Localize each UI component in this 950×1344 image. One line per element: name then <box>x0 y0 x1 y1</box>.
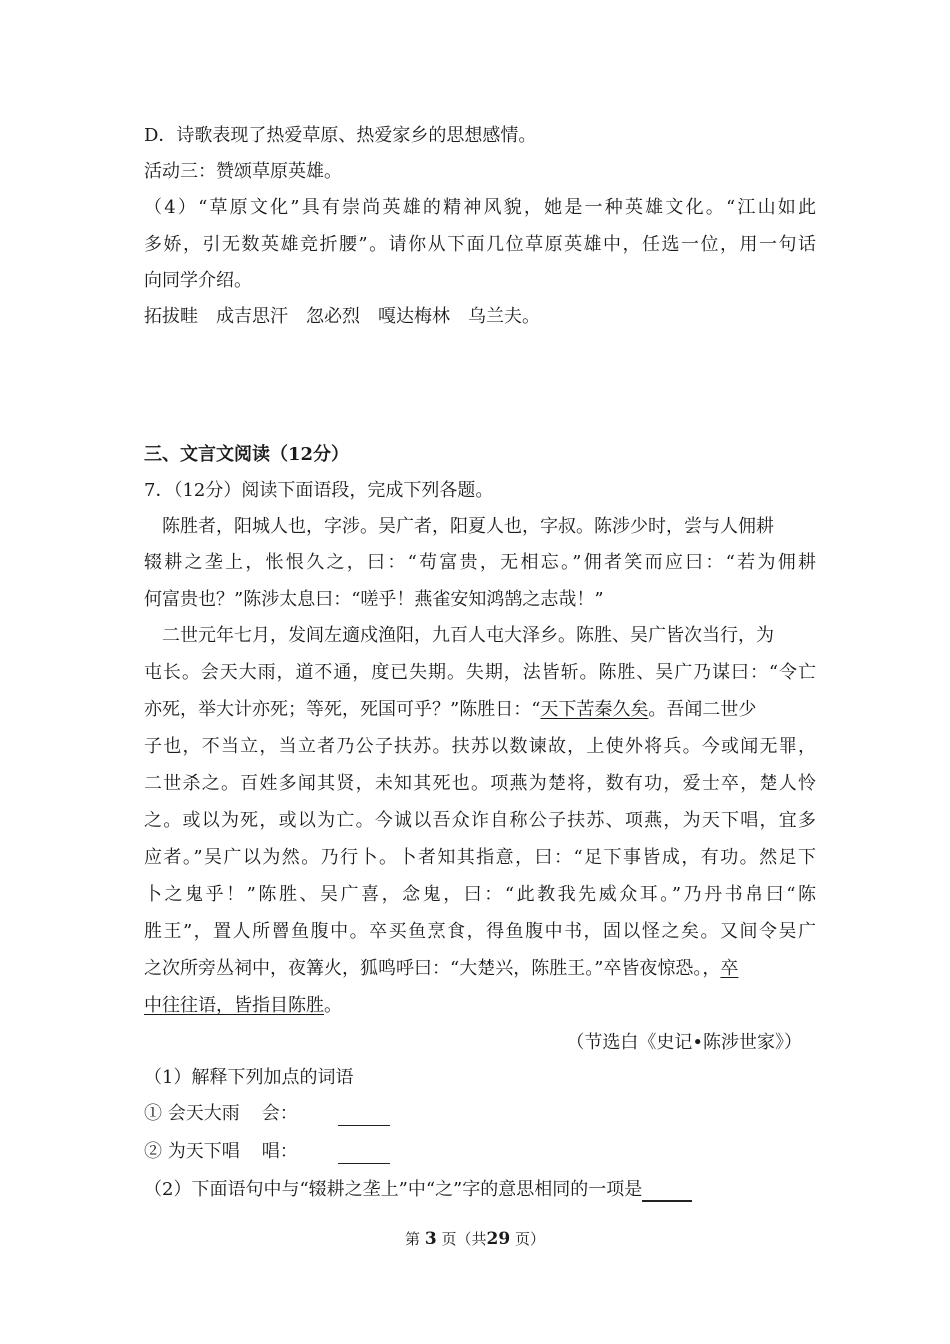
passage-line: 胜王”，置人所罾鱼腹中。卒买鱼烹食，得鱼腹中书，固以怪之矣。又间令吴广 <box>144 921 816 942</box>
underlined-phrase: 卒 <box>720 958 739 979</box>
question-4-line-1: （4）“草原文化”具有崇尚英雄的精神风貌，她是一种英雄文化。“江山如此 <box>144 197 816 218</box>
page-total: 29 <box>486 1229 511 1249</box>
option-d: D．诗歌表现了热爱草原、热爱家乡的思想感情。 <box>144 125 537 146</box>
question-4-line-3: 向同学介绍。 <box>144 270 252 291</box>
source-citation: （节选白《史记•陈涉世家》） <box>566 1032 802 1053</box>
question-4-line-2: 多娇，引无数英雄竞折腰”。请你从下面几位草原英雄中，任选一位，用一句话 <box>144 234 816 255</box>
passage-line: 卜之鬼乎！”陈胜、吴广喜，念鬼，曰：“此教我先威众耳。”乃丹书帛曰“陈 <box>144 884 816 905</box>
page-footer: 第 3 页（共29 页） <box>405 1229 545 1249</box>
passage-line: 之。或以为死，或以为亡。今诚以吾众诈自称公子扶苏、项燕，为天下唱，宜多 <box>144 810 816 831</box>
passage-line: 中往往语，皆指目陈胜。 <box>144 995 342 1016</box>
passage-line: 辍耕之垄上，怅恨久之，曰：“苟富贵，无相忘。”佣者笑而应曰：“若为佣耕 <box>144 552 816 573</box>
answer-blank[interactable] <box>642 1182 692 1202</box>
question-7-intro: 7．（12分）阅读下面语段，完成下列各题。 <box>144 480 494 501</box>
passage-line: 之次所旁丛祠中，夜篝火，狐鸣呼曰：“大楚兴，陈胜王。”卒皆夜惊恐。，卒 <box>144 958 739 979</box>
passage-line: 应者。”吴广以为然。乃行卜。卜者知其指意，曰：“足下事皆成，有功。然足下 <box>144 847 816 868</box>
hero-name: 忽必烈 <box>306 306 360 327</box>
underlined-phrase: 中往往语，皆指目陈胜 <box>144 995 324 1016</box>
passage-line: 陈胜者，阳城人也，字涉。吴广者，阳夏人也，字叔。陈涉少时，尝与人佣耕 <box>162 516 774 537</box>
hero-name: 嘎达梅林 <box>378 306 450 327</box>
answer-blank[interactable] <box>338 1145 390 1164</box>
activity-three: 活动三：赞颂草原英雄。 <box>144 161 342 182</box>
subquestion-1-item-2: ② 为天下唱 唱： <box>144 1140 816 1164</box>
section-title: 三、文言文阅读（12分） <box>144 444 350 465</box>
passage-line: 何富贵也？”陈涉太息曰：“嗟乎！燕雀安知鸿鹄之志哉！” <box>144 589 604 610</box>
passage-line: 子也，不当立，当立者乃公子扶苏。扶苏以数谏故，上使外将兵。今或闻无罪， <box>144 736 816 757</box>
hero-name: 拓拔畦 <box>144 306 198 327</box>
subquestion-1-title: （1）解释下列加点的词语 <box>144 1067 354 1088</box>
subquestion-2: （2）下面语句中与“辍耕之垄上”中“之”字的意思相同的一项是 <box>144 1178 816 1202</box>
passage-line: 二世杀之。百姓多闻其贤，未知其死也。项燕为楚将，数有功，爱士卒，楚人怜 <box>144 773 816 794</box>
hero-list <box>144 305 816 329</box>
passage-line: 屯长。会天大雨，道不通，度已失期。失期，法皆斩。陈胜、吴广乃谋曰：“令亡 <box>144 662 816 683</box>
hero-name: 成吉思汗 <box>216 306 288 327</box>
passage-line: 二世元年七月，发闾左適戍渔阳，九百人屯大泽乡。陈胜、吴广皆次当行，为 <box>162 625 774 646</box>
hero-name: 乌兰夫。 <box>468 306 540 327</box>
page-number: 3 <box>424 1229 437 1249</box>
subquestion-1-item-1: ① 会天大雨 会： <box>144 1102 816 1126</box>
answer-blank[interactable] <box>338 1107 390 1126</box>
passage-line: 亦死，举大计亦死；等死，死国可乎？”陈胜日：“天下苦秦久矣。吾闻二世少 <box>144 699 757 720</box>
underlined-phrase: 天下苦秦久矣 <box>540 699 649 720</box>
